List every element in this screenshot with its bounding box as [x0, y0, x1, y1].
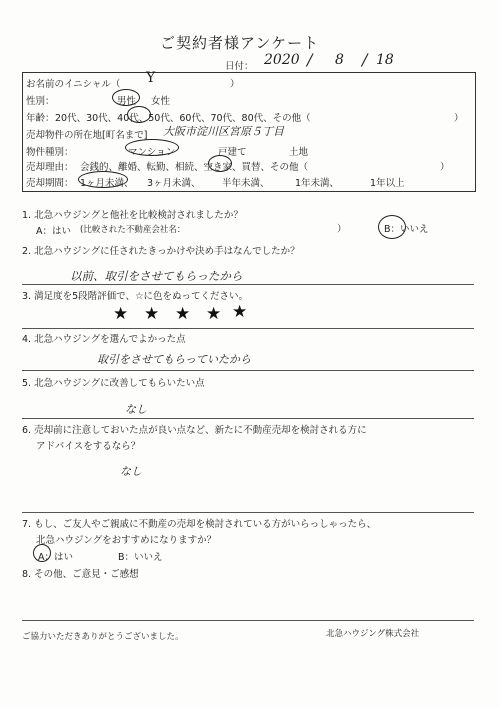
age-40s-circle	[127, 106, 151, 123]
q6-line	[22, 512, 474, 513]
q7-option-a-circle	[33, 544, 51, 562]
q5-line	[22, 418, 474, 419]
q5-answer[interactable]: なし	[125, 403, 147, 416]
period-over-year[interactable]: 1年以上	[370, 178, 405, 189]
reason-label: 売却理由：	[26, 162, 74, 173]
type-label: 物件種別：	[26, 147, 74, 158]
star-5-icon[interactable]: ★	[232, 302, 248, 322]
star-2-icon[interactable]: ★	[144, 304, 160, 324]
age-label: 年齢：	[26, 113, 55, 124]
star-4-icon[interactable]: ★	[206, 304, 222, 324]
q1-option-a-close: ）	[337, 224, 347, 235]
star-3-icon[interactable]: ★	[175, 304, 191, 324]
q7-question-line1: 7. もし、ご友人やご親戚に不動産の売却を検討されている方がいらっしゃったら、	[22, 519, 377, 530]
reason-options[interactable]: 会銭的、離婚、転勤、相続、空き家、買替、その他（	[80, 162, 309, 173]
q6-question-line2: アドバイスをするなら？	[36, 441, 141, 452]
initials-value[interactable]: Y	[146, 70, 156, 86]
q2-answer[interactable]: 以前、取引をさせてもらったから	[70, 269, 243, 283]
period-3-month[interactable]: 3ヶ月未満、	[147, 178, 201, 189]
page-title: ご契約者様アンケート	[160, 34, 320, 52]
period-1-month-circle	[78, 171, 128, 188]
q5-question: 5. 北急ハウジングに改善してもらいたい点	[22, 378, 205, 389]
q1-option-b-circle	[378, 215, 406, 239]
q3-line	[22, 328, 474, 329]
q8-line	[22, 620, 474, 621]
q1-option-a-note: (比較された不動産会社名：	[80, 225, 186, 235]
gender-female[interactable]: 女性	[151, 96, 171, 107]
q1-question: 1. 北急ハウジングと他社を比較検討されましたか？	[22, 210, 243, 221]
gender-male-circle	[112, 89, 140, 106]
period-label: 売却期間：	[26, 178, 74, 189]
q1-option-a[interactable]: A：はい	[36, 226, 71, 237]
initials-close: ）	[230, 79, 240, 90]
star-1-icon[interactable]: ★	[113, 304, 129, 324]
age-options[interactable]: 20代、30代、40代、50代、60代、70代、80代、その他（	[55, 113, 311, 124]
initials-label: お名前のイニシャル（	[26, 79, 121, 90]
q4-answer[interactable]: 取引をさせてもらっていたから	[97, 353, 251, 366]
date-month[interactable]: 8	[335, 52, 344, 68]
q3-question: 3. 満足度を5段階評価で、☆に色をぬってください。	[22, 291, 248, 302]
q8-question: 8. その他、ご意見・ご感想	[22, 569, 139, 580]
q4-line	[22, 370, 474, 371]
age-close: ）	[454, 113, 464, 124]
q7-option-b[interactable]: B：いいえ	[118, 552, 163, 563]
period-under-year[interactable]: 1年未満、	[295, 178, 340, 189]
gender-male[interactable]: 男性	[117, 96, 137, 107]
q6-question-line1: 6. 売却前に注意しておいた点が良い点など、新たに不動産売却を検討される方に	[22, 425, 367, 436]
type-mansion-circle	[125, 139, 179, 156]
footer-thanks: ご協力いただきありがとうございました。	[22, 632, 184, 642]
q1-option-b[interactable]: B：いいえ	[384, 224, 429, 235]
q4-question: 4. 北急ハウジングを選んでよかった点	[22, 334, 186, 345]
period-half-year[interactable]: 半年未満、	[222, 178, 270, 189]
reason-inheritance-circle	[208, 155, 232, 172]
q2-question: 2. 北急ハウジングに任されたきっかけや決め手はなんでしたか？	[22, 246, 300, 257]
q7-option-a[interactable]: A：はい	[38, 552, 73, 563]
date-separator-2: /	[362, 50, 368, 69]
type-house[interactable]: 戸建て	[218, 147, 247, 158]
q2-answer-line	[22, 284, 474, 285]
reason-close: ）	[440, 162, 450, 173]
date-year[interactable]: 2020	[264, 52, 300, 68]
type-mansion[interactable]: マンション	[128, 147, 176, 158]
gender-label: 性別：	[26, 96, 55, 107]
location-label: 売却物件の所在地[町名まで]	[26, 130, 148, 141]
date-separator-1: /	[307, 50, 313, 69]
type-land[interactable]: 土地	[289, 147, 309, 158]
q6-answer[interactable]: なし	[120, 465, 142, 478]
period-1-month[interactable]: 1ヶ月未満、	[80, 178, 134, 189]
date-day[interactable]: 18	[376, 52, 394, 68]
date-label: 日付：	[225, 61, 254, 72]
footer-company: 北急ハウジング株式会社	[326, 629, 420, 639]
location-value[interactable]: 大阪市淀川区宮原５丁目	[163, 125, 284, 138]
q7-question-line2: 北急ハウジングをおすすめになりますか？	[36, 535, 217, 546]
